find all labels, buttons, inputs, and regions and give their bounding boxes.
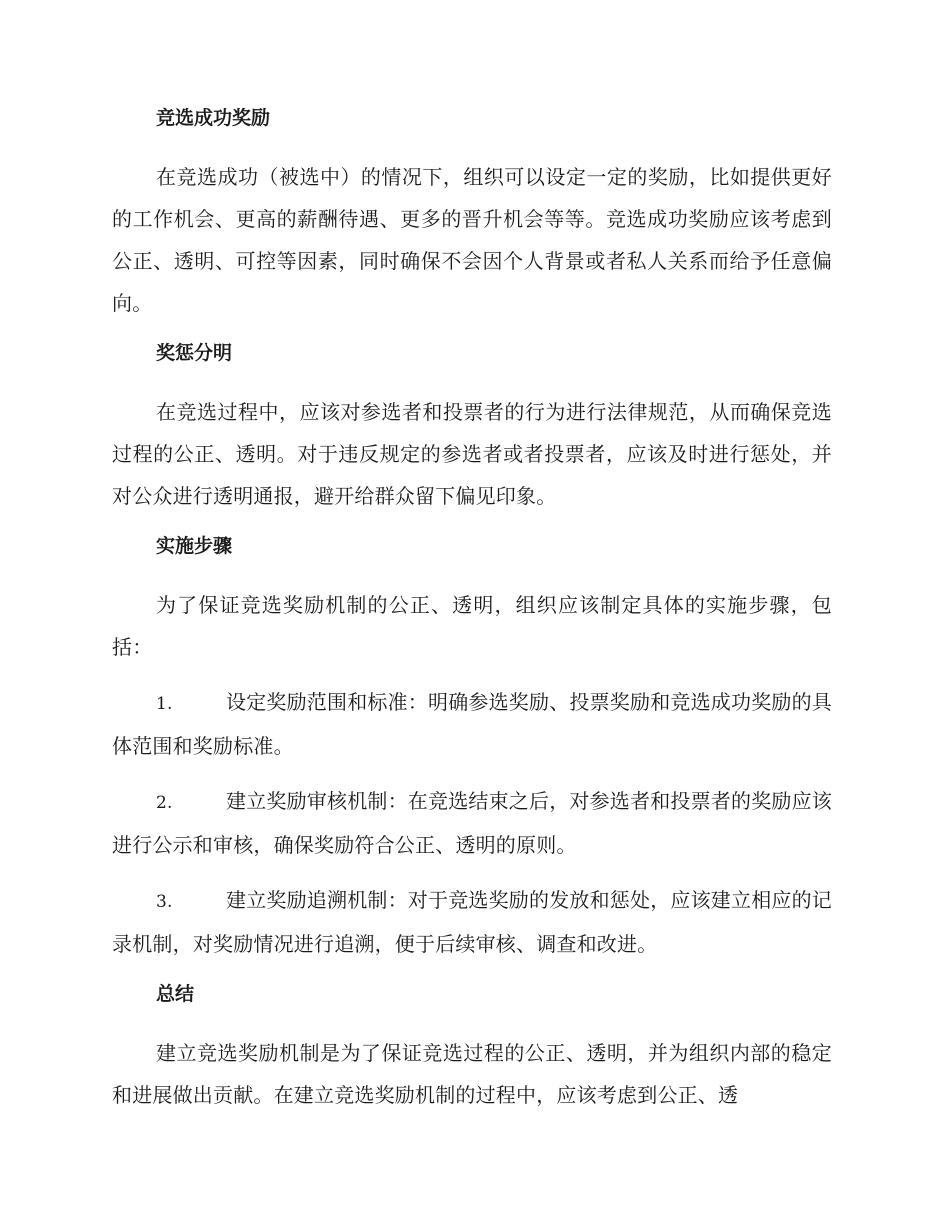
section-heading-reward-punishment: 奖惩分明 (156, 342, 233, 364)
list-item (112, 681, 832, 767)
list-item (112, 879, 832, 965)
list-item-text: 建立奖励审核机制：在竞选结束之后，对参选者和投票者的奖励应该进行公示和审核，确保奖励符合公正、透明的原则。 (112, 789, 832, 857)
document-body (112, 102, 832, 1129)
section-heading-success-reward: 竞选成功奖励 (156, 107, 271, 129)
list-item-number: 3. (156, 892, 173, 912)
section-paragraph-success-reward: 在竞选成功（被选中）的情况下，组织可以设定一定的奖励，比如提供更好的工作机会、更高的薪酬待遇、更多的晋升机会等等。竞选成功奖励应该考虑到公正、透明、可控等因素，同时确保不会因个人背景或者私人关系而给予任意偏向。 (112, 165, 832, 315)
list-item-text: 设定奖励范围和标准：明确参选奖励、投票奖励和竞选成功奖励的具体范围和奖励标准。 (112, 690, 832, 758)
section-heading-summary: 总结 (156, 983, 195, 1005)
section-paragraph-reward-punishment: 在竞选过程中，应该对参选者和投票者的行为进行法律规范，从而确保竞选过程的公正、透明。对于违反规定的参选者或者投票者，应该及时进行惩处，并对公众进行透明通报，避开给群众留下偏见印象。 (112, 400, 832, 508)
list-item-number: 1. (156, 694, 173, 714)
list-item (112, 780, 832, 866)
list-item-text: 建立奖励追溯机制：对于竞选奖励的发放和惩处，应该建立相应的记录机制，对奖励情况进行追溯，便于后续审核、调查和改进。 (112, 888, 832, 956)
list-item-number: 2. (156, 793, 173, 813)
section-heading-implementation: 实施步骤 (156, 535, 233, 557)
section-paragraph-implementation: 为了保证竞选奖励机制的公正、透明，组织应该制定具体的实施步骤，包括： (112, 593, 832, 659)
section-paragraph-summary: 建立竞选奖励机制是为了保证竞选过程的公正、透明，并为组织内部的稳定和进展做出贡献。在建立竞选奖励机制的过程中，应该考虑到公正、透 (112, 1041, 832, 1107)
